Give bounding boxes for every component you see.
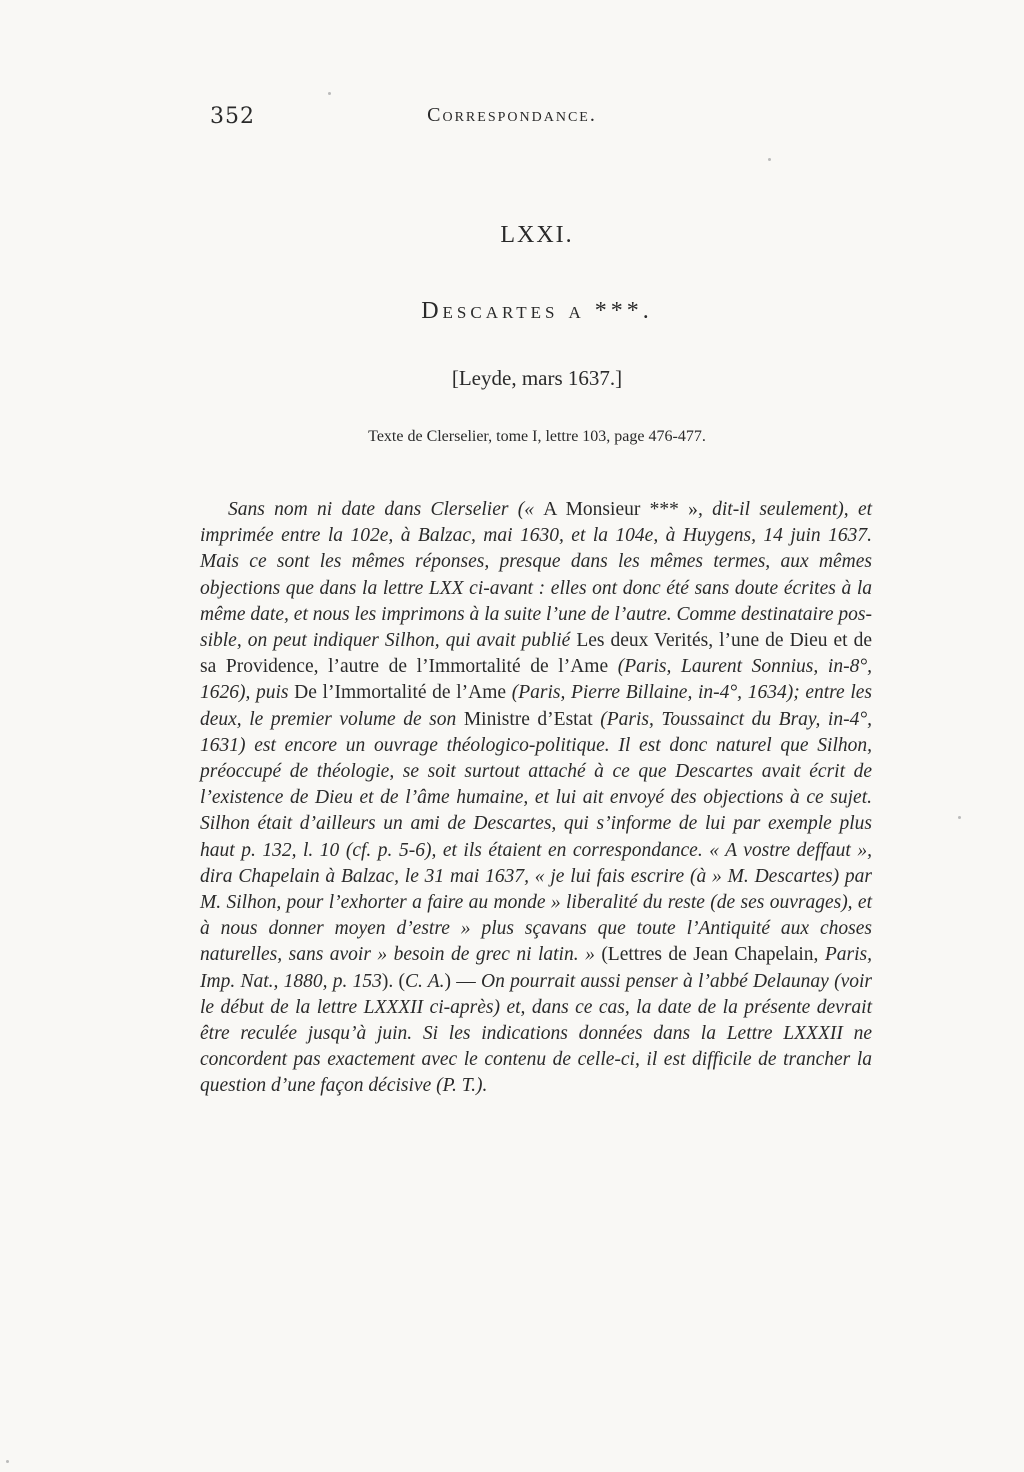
note-italic-text: C. A.	[404, 970, 445, 992]
running-head	[0, 104, 1024, 136]
note-roman-text: ). (	[381, 970, 405, 992]
editorial-note	[200, 497, 872, 1100]
paper-speck	[328, 92, 331, 95]
note-roman-text: A Monsieur *** »	[543, 499, 698, 520]
running-title: Correspondance.	[427, 104, 597, 126]
note-italic-text: Paris, Imp. Nat., 1880, p. 153	[200, 944, 872, 992]
note-italic-text: Sans nom ni date dans Clerselier («	[228, 499, 544, 520]
note-roman-text: Les deux Verités, l’une de Dieu et de sa Providence, l’autre de l’Immortalité de l’Ame	[200, 630, 873, 678]
paper-speck	[958, 816, 961, 819]
letter-number: LXXI.	[500, 222, 574, 248]
note-italic-text: On pourrait aussi penser à l’abbé Delaunay (voir le début de la lettre LXXXII ci-après) et, dans ce cas, la date de la présente devrait être reculée jusqu’à juin. Si les indications données dans la Lettre LXXXII ne concordent pas exactement avec le contenu de celle-ci, il est difficile de trancher la question d’une façon décisive (P. T.).	[200, 970, 872, 1097]
note-italic-text: (Paris, Pierre Billaine, in-4°, 1634); entre les deux, le premier volume de son	[200, 682, 872, 730]
note-italic-text: (Paris, Toussainct du Bray, in-4°, 1631) est encore un ouvrage théologico-politique. Il est donc naturel que Silhon, préoccupé de théologie, se soit surtout attaché à ce que Descartes avait écrit de l’existence de Dieu et de l’âme humaine, et lui ait envoyé des objections à ce sujet. Silhon était d’ailleurs un ami de Descartes, qui s’informe de lui par exemple plus haut p. 132, l. 10 (cf. p. 5-6), et ils étaient en correspondance. « A vostre deffaut », dira Chapelain à Balzac, le 31 mai 1637, « je lui fais escrire (à » M. Descartes) par M. Silhon, pour l’exhorter a faire au monde » liberalité du reste (de ses ouvrages), et à nous donner moyen d’estre » plus sçavans que toute l’Antiquité aux choses naturelles, sans avoir » besoin de grec ni latin. »	[200, 708, 872, 966]
paper-speck	[6, 1460, 9, 1463]
paper-speck	[768, 158, 771, 161]
note-roman-text: Ministre d’Estat	[463, 708, 593, 730]
page-number: 352	[210, 104, 255, 129]
place-date: [Leyde, mars 1637.]	[451, 366, 623, 390]
note-roman-text: De l’Immortalité de l’Ame	[294, 682, 507, 704]
note-roman-text: ) —	[444, 970, 482, 992]
note-italic-text: (Paris, Laurent Sonnius, in-8°, 1626), puis	[200, 656, 872, 704]
letter-heading: Descartes a ***.	[421, 298, 653, 324]
note-italic-text: , dit-il seulement), et imprimée entre la 102e, à Balzac, mai 1630, et la 104e, à Huygens, 14 juin 1637. Mais ce sont les mêmes réponses, presque dans les mêmes termes, aux mêmes objections que dans la lettre LXX ci-avant : elles ont donc été sans doute écrites à la même date, et nous les imprimons à la suite l’une de l’autre. Comme destinataire possible, on peut indiquer Silhon, qui avait publié	[200, 499, 873, 652]
note-roman-text: (Lettres de Jean Chapelain,	[601, 944, 825, 966]
source-note: Texte de Clerselier, tome I, lettre 103, page 476-477.	[368, 428, 706, 445]
